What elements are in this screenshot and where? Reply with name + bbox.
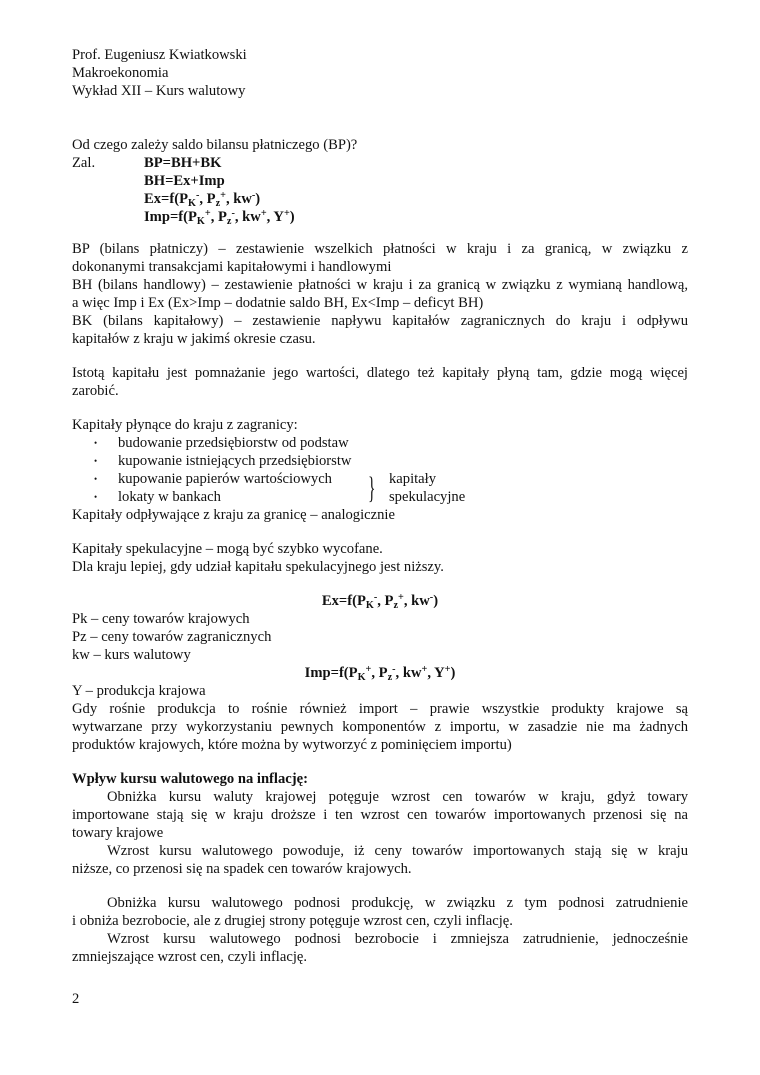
zal-label: Zal. <box>72 155 96 171</box>
bullet-marker: • <box>94 438 98 448</box>
kw-definition: kw – kurs walutowy <box>72 647 191 663</box>
bullet-marker: • <box>94 456 98 466</box>
bh-definition-line1: BH (bilans handlowy) – zestawienie płatności w kraju i za granicą w związku z wymianą handlową, <box>72 277 688 293</box>
y-definition: Y – produkcja krajowa <box>72 683 206 699</box>
import-function: $Imp=f(P_K^+$, $P_z^-$, kw+, Y+) <box>304 664 456 683</box>
speculative-line2: Dla kraju lepiej, gdy udział kapitału spekulacyjnego jest niższy. <box>72 559 444 575</box>
equation-imp: $Imp=f(P_K^+$, $P_z^-$, kw+, Y+) <box>144 208 295 227</box>
equation-bp: BP=BH+BK <box>144 155 222 171</box>
capital-outflow-line: Kapitały odpływające z kraju za granicę – analogicznie <box>72 507 395 523</box>
import-paragraph-line3: produktów krajowych, które można by wytworzyć z pominięciem importu) <box>72 737 512 753</box>
bp-definition-line1: BP (bilans płatniczy) – zestawienie wszelkich płatności w kraju i za granicą, w związku z <box>72 241 688 257</box>
equation-bh: BH=Ex+Imp <box>144 173 225 189</box>
essence-line2: zarobić. <box>72 383 119 399</box>
equation-ex: $Ex=f(P_K^-$, $P_z^+$, kw-) <box>144 190 261 209</box>
speculative-label-line1: kapitały <box>389 471 437 487</box>
inflation-p3-line1: Obniżka kursu walutowego podnosi produkcję, w związku z tym podnosi zatrudnienie <box>107 895 688 911</box>
import-paragraph-line2: wytwarzane przy wykorzystaniu pewnych komponentów z importu, w zasadzie nie ma żadnych <box>72 719 688 735</box>
export-function: $Ex=f(P_K^-$, $P_z^+$, kw-) <box>321 592 439 611</box>
speculative-label-line2: spekulacyjne <box>389 489 466 505</box>
question-line: Od czego zależy saldo bilansu płatniczego (BP)? <box>72 137 358 153</box>
bk-definition-line1: BK (bilans kapitałowy) – zestawienie napływu kapitałów zagranicznych do kraju i odpływu <box>72 313 688 329</box>
inflation-p3-line2: i obniża bezrobocie, ale z drugiej strony potęguje wzrost cen, czyli inflację. <box>72 913 513 929</box>
speculative-line1: Kapitały spekulacyjne – mogą być szybko wycofane. <box>72 541 383 557</box>
bh-definition-line2: a więc Imp i Ex (Ex>Imp – dodatnie saldo BH, Ex<Imp – deficyt BH) <box>72 295 484 311</box>
import-paragraph-line1: Gdy rośnie produkcja to rośnie również import – prawie wszystkie produkty krajowe są <box>72 701 688 717</box>
inflation-p2-line1: Wzrost kursu walutowego powoduje, iż ceny towarów importowanych stają się w kraju <box>107 843 688 859</box>
subject-line: Makroekonomia <box>72 65 169 81</box>
pk-definition: Pk – ceny towarów krajowych <box>72 611 250 627</box>
bullet-marker: • <box>94 474 98 484</box>
list-item: kupowanie papierów wartościowych <box>118 471 332 487</box>
inflation-p1-line2: importowane stają się w kraju droższe i ten wzrost cen towarów importowanych przenosi się na <box>72 807 688 823</box>
list-item: budowanie przedsiębiorstw od podstaw <box>118 435 349 451</box>
inflation-p1-line1: Obniżka kursu waluty krajowej potęguje wzrost cen towarów w kraju, gdyż towary <box>107 789 688 805</box>
author-line: Prof. Eugeniusz Kwiatkowski <box>72 47 247 63</box>
lecture-title: Wykład XII – Kurs walutowy <box>72 83 246 99</box>
inflation-p1-line3: towary krajowe <box>72 825 164 841</box>
inflation-p4-line2: zmniejszające wzrost cen, czyli inflację. <box>72 949 307 965</box>
essence-line1: Istotą kapitału jest pomnażanie jego wartości, dlatego też kapitały płyną tam, gdzie mogą więcej <box>72 365 688 381</box>
bp-definition-line2: dokonanymi transakcjami kapitałowymi i handlowymi <box>72 259 392 275</box>
page-number: 2 <box>72 991 80 1007</box>
pz-definition: Pz – ceny towarów zagranicznych <box>72 629 272 645</box>
bk-definition-line2: kapitałów z kraju w jakimś okresie czasu. <box>72 331 316 347</box>
inflation-p4-line1: Wzrost kursu walutowego podnosi bezrobocie i zmniejsza zatrudnienie, jednocześnie <box>107 931 688 947</box>
bullet-marker: • <box>94 492 98 502</box>
list-item: lokaty w bankach <box>118 489 221 505</box>
capital-inflow-heading: Kapitały płynące do kraju z zagranicy: <box>72 417 298 433</box>
inflation-heading: Wpływ kursu walutowego na inflację: <box>72 771 308 787</box>
brace-symbol: } <box>368 470 376 505</box>
inflation-p2-line2: niższe, co przenosi się na spadek cen towarów krajowych. <box>72 861 412 877</box>
list-item: kupowanie istniejących przedsiębiorstw <box>118 453 352 469</box>
